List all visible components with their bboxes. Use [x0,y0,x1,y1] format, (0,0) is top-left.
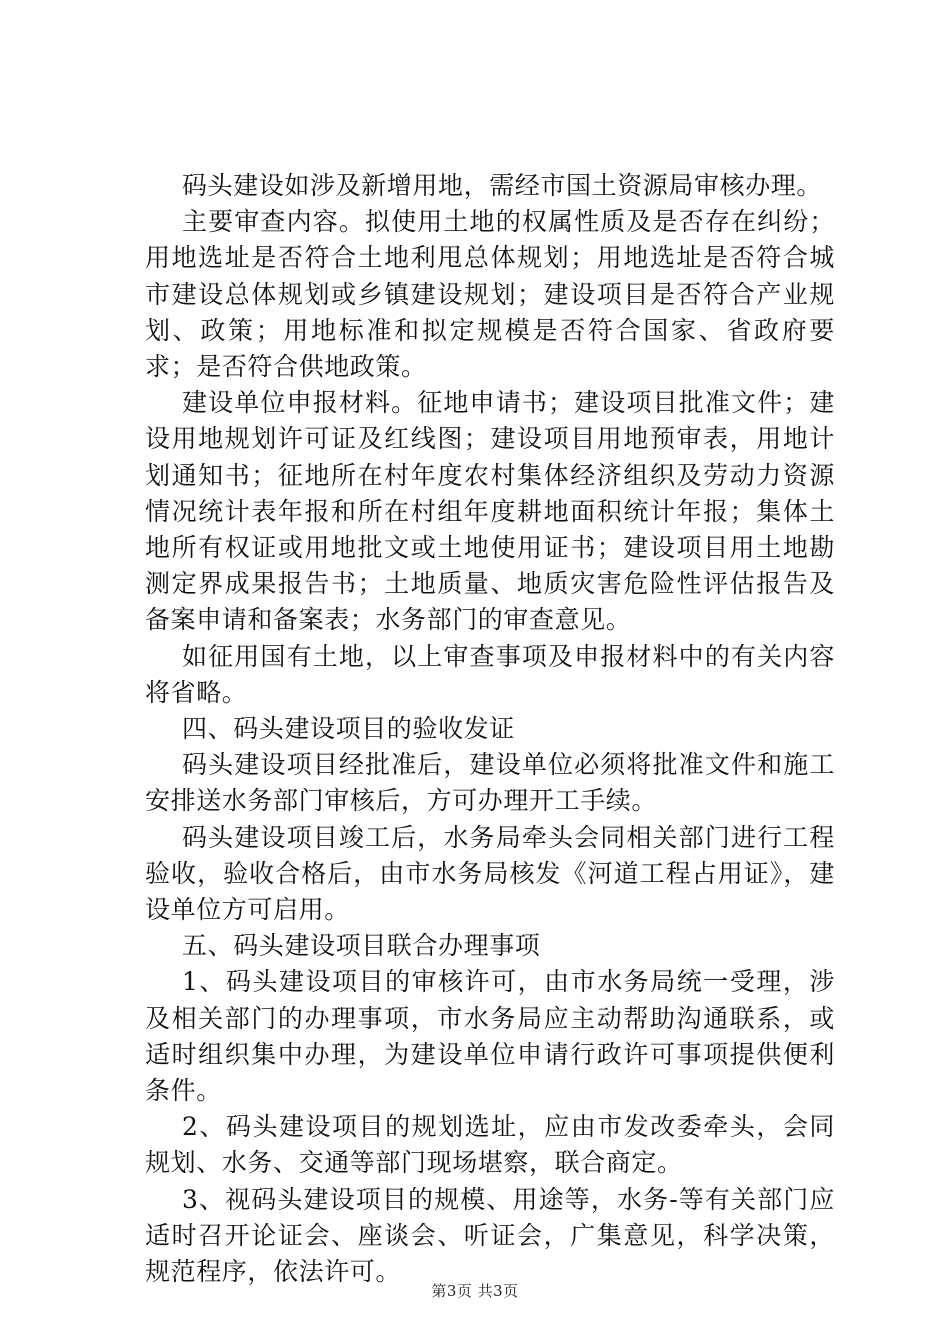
paragraph-application-materials: 建设单位申报材料。征地申请书；建设项目批准文件；建设用地规划许可证及红线图；建设项目用地预审表，用地计划通知书；征地所在村年度农村集体经济组织及劳动力资源情况统计表年报和所在村组年度耕地面积统计年报；集体土地所有权证或用地批文或土地使用证书；建设项目用土地勘测定界成果报告书；土地质量、地质灾害危险性评估报告及备案申请和备案表；水务部门的审查意见。 [145,388,835,635]
list-item-2: 2、码头建设项目的规划选址，应由市发改委牵头，会同规划、水务、交通等部门现场堪察，联合商定。 [145,1112,835,1178]
paragraph-review-content: 主要审查内容。拟使用土地的权属性质及是否存在纠纷；用地选址是否符合土地利甩总体规划；用地选址是否符合城市建设总体规划或乡镇建设规划；建设项目是否符合产业规划、政策；用地标准和拟定规模是否符合国家、省政府要求；是否符合供地政策。 [145,207,835,382]
page-number: 第3页 共3页 [431,1282,519,1300]
list-item-1: 1、码头建设项目的审核许可，由市水务局统一受理，涉及相关部门的办理事项，市水务局应主动帮助沟通联系，或适时组织集中办理，为建设单位申请行政许可事项提供便利条件。 [145,967,835,1106]
paragraph-land-use: 码头建设如涉及新增用地，需经市国土资源局审核办理。 [182,171,823,200]
page-footer [0,1281,950,1301]
paragraph-state-land: 如征用国有土地，以上审查事项及申报材料中的有关内容将省略。 [145,641,835,707]
list-item-3: 3、视码头建设项目的规模、用途等，水务-等有关部门应适时召开论证会、座谈会、听证会，广集意见，科学决策，规范程序，依法许可。 [145,1184,835,1287]
document-body [145,168,835,1290]
section-heading-joint-handling: 五、码头建设项目联合办理事项 [182,931,541,961]
paragraph-approval-construction: 码头建设项目经批准后，建设单位必须将批准文件和施工安排送水务部门审核后，方可办理开工手续。 [145,750,835,816]
paragraph-completion-acceptance: 码头建设项目竣工后，水务局牵头会同相关部门进行工程验收，验收合格后，由市水务局核发《河道工程占用证》，建设单位方可启用。 [145,822,835,925]
section-heading-acceptance: 四、码头建设项目的验收发证 [182,714,515,744]
